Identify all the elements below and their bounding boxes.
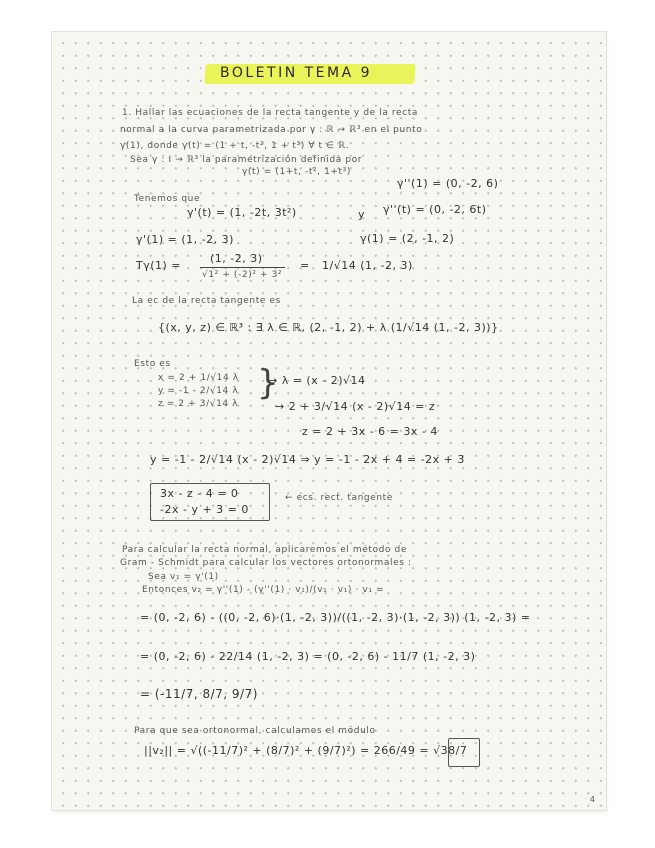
tenemos-que: Tenemos que xyxy=(134,194,201,204)
tangent-lhs: Tγ(1) = xyxy=(136,259,182,272)
entonces-v2: Entonces v₂ = γ''(1) - (γ''(1) · v₁)/(v₁ · v₁) · v₁ = xyxy=(142,585,385,595)
gamma-second: γ''(t) = (0, -2, 6t) xyxy=(383,203,487,216)
tangent-numerator: (1, -2, 3) xyxy=(210,252,263,265)
tangent-fraction-bar xyxy=(200,267,285,268)
gamma-prime: γ'(t) = (1, -2t, 3t²) xyxy=(187,206,297,219)
z-equation: z = 2 + 3x - 6 = 3x - 4 xyxy=(302,425,438,438)
system-brace: } xyxy=(257,363,279,403)
line-set-definition: {(x, y, z) ∈ ℝ³ : ∃ λ ∈ ℝ, (2, -1, 2) + λ (1/√14 (1, -2, 3))} xyxy=(158,321,499,334)
tangent-equals: = xyxy=(300,259,310,272)
y-equation: y = -1 - 2/√14 (x - 2)√14 ⇒ y = -1 - 2x + 4 = -2x + 3 xyxy=(150,453,465,466)
ortonormal-intro: Para que sea ortonormal, calculamos el módulo xyxy=(134,726,376,736)
system-z: z = 2 + 3/√14 λ xyxy=(158,399,239,409)
tangent-rhs: 1/√14 (1, -2, 3) xyxy=(322,259,413,272)
gram-schmidt-step-2: = (0, -2, 6) - 22/14 (1, -2, 3) = (0, -2, 6) - 11/7 (1, -2, 3) xyxy=(140,650,476,663)
page-number: 4 xyxy=(589,795,595,804)
gamma-at-1: γ(1) = (2, -1, 2) xyxy=(360,232,455,245)
normal-intro-2: Gram - Schmidt para calcular los vectores ortonormales : xyxy=(120,558,412,568)
page-title: BOLETIN TEMA 9 xyxy=(220,65,373,81)
normal-intro-1: Para calcular la recta normal, aplicaremos el método de xyxy=(122,545,407,555)
system-y: y = -1 - 2/√14 λ xyxy=(158,386,239,396)
gram-schmidt-step-1: = (0, -2, 6) - ((0, -2, 6)·(1, -2, 3))/((1, -2, 3)·(1, -2, 3)) (1, -2, 3) = xyxy=(140,611,531,624)
norm-computation: ||v₂|| = √((-11/7)² + (8/7)² + (9/7)²) = 266/49 = √38/7 xyxy=(144,744,468,757)
sea-line-1: Sea γ : I → ℝ³ la parametrización definida por xyxy=(130,155,363,165)
esto-es: Esto es xyxy=(134,359,171,369)
gamma-prime-at-1: γ'(1) = (1, -2, 3) xyxy=(136,233,234,246)
result-eq-2: -2x - y + 3 = 0 xyxy=(160,503,249,516)
problem-line-3: γ(1), donde γ(t) = (1 + t, -t², 1 + t³) ∀ t ∈ ℝ. xyxy=(120,141,350,151)
gamma-second-at-1: γ''(1) = (0, -2, 6) xyxy=(397,177,499,190)
recta-tangente-intro: La ec de la recta tangente es xyxy=(132,296,281,306)
system-x: x = 2 + 1/√14 λ xyxy=(158,373,239,383)
problem-line-2: normal a la curva parametrizada por γ : ℝ → ℝ³ en el punto xyxy=(120,125,423,135)
tangent-denominator: √1² + (-2)² + 3² xyxy=(202,270,283,280)
sea-v1: Sea v₁ = γ'(1) xyxy=(148,572,219,582)
gamma-definition: γ(t) = (1+t, -t², 1+t³) xyxy=(242,167,351,177)
result-eq-1: 3x - z - 4 = 0 xyxy=(160,487,239,500)
result-label: ← ecs. rect. tangente xyxy=(285,493,393,503)
problem-line-1: 1. Hallar las ecuaciones de la recta tangente y de la recta xyxy=(122,108,418,118)
substitution: → 2 + 3/√14 (x - 2)√14 = z xyxy=(275,400,436,413)
lambda-solution: → λ = (x - 2)√14 xyxy=(268,374,366,387)
v2-result: = (-11/7, 8/7, 9/7) xyxy=(140,687,258,701)
and-word: y xyxy=(358,208,366,221)
norm-result-box xyxy=(448,738,480,767)
